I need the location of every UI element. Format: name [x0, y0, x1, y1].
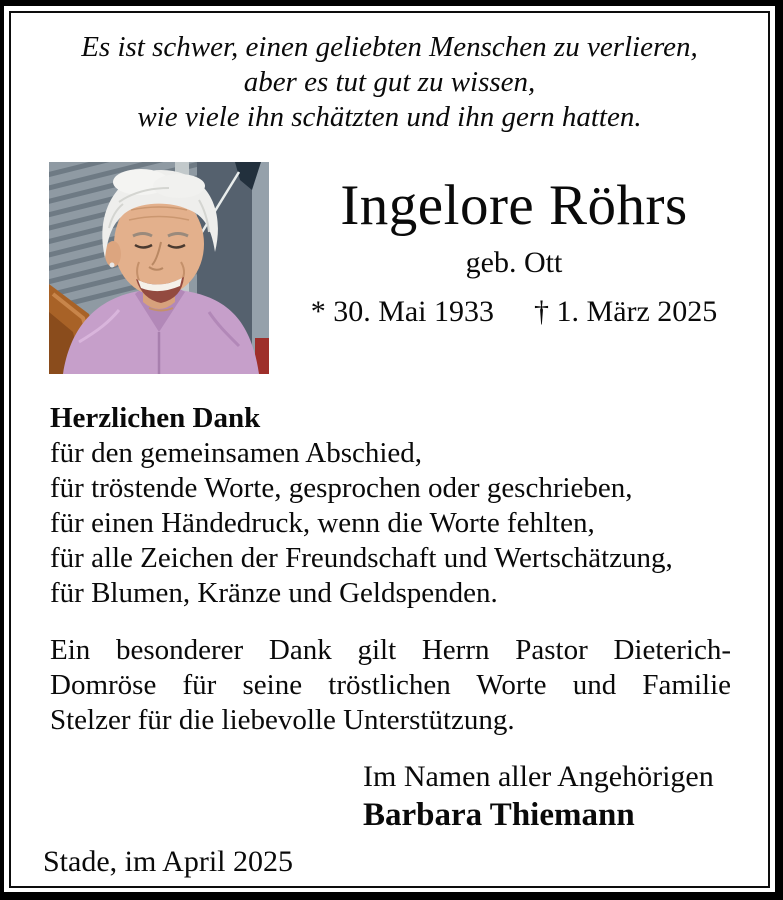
thanks-paragraph [50, 401, 731, 611]
closing-block [363, 759, 768, 835]
death-date: † 1. März 2025 [534, 295, 718, 328]
portrait-photo-illustration [49, 162, 269, 374]
notice-sheet [4, 6, 775, 892]
identity-row [49, 162, 731, 374]
thanks-heading: Herzlichen Dank [50, 402, 261, 434]
signatory-name: Barbara Thiemann [363, 797, 635, 833]
life-dates [297, 295, 731, 329]
inner-border-frame [9, 11, 770, 888]
maiden-name: geb. Ott [465, 246, 563, 279]
epigraph-line: aber es tut gut zu wissen, [243, 66, 536, 98]
portrait-photo [49, 162, 269, 374]
thanks-line: für tröstende Worte, gesprochen oder geschrieben, [50, 472, 633, 504]
special-thanks-line: Ein besonderer Dank gilt Herrn Pastor Dieterich- [50, 634, 731, 666]
special-thanks-line: Domröse für seine tröstlichen Worte und Familie [50, 669, 731, 701]
epigraph-line: Es ist schwer, einen geliebten Menschen zu verlieren, [81, 31, 698, 63]
thanks-line: für einen Händedruck, wenn die Worte fehlten, [50, 507, 595, 539]
epigraph-line: wie viele ihn schätzten und ihn gern hatten. [137, 101, 642, 133]
deceased-identity [269, 162, 731, 374]
thanks-line: für alle Zeichen der Freundschaft und Wertschätzung, [50, 542, 673, 574]
place-and-date: Stade, im April 2025 [43, 845, 293, 878]
deceased-name: Ingelore Röhrs [340, 174, 688, 237]
epigraph [11, 30, 768, 135]
special-thanks-paragraph [50, 633, 731, 738]
thanks-line: für den gemeinsamen Abschied, [50, 437, 423, 469]
on-behalf-line: Im Namen aller Angehörigen [363, 760, 714, 793]
birth-date: * 30. Mai 1933 [310, 295, 495, 328]
special-thanks-line: Stelzer für die liebevolle Unterstützung. [50, 704, 515, 736]
thanks-line: für Blumen, Kränze und Geldspenden. [50, 577, 498, 609]
